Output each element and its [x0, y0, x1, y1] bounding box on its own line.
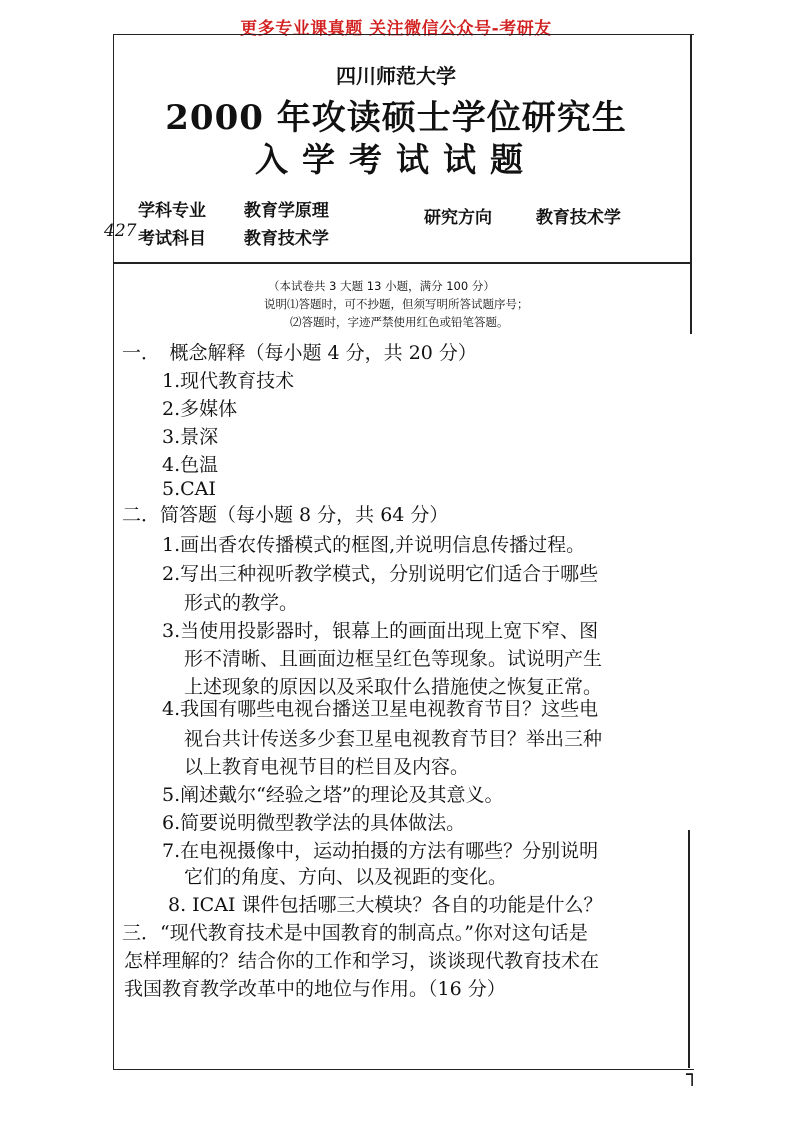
question-line: 8. ICAI 课件包括哪三大模块？各自的功能是什么？ [168, 894, 603, 916]
university-name: 四川师范大学 [336, 64, 456, 88]
question-line: 上述现象的原因以及采取什么措施使之恢复正常。 [184, 676, 603, 698]
corner-mark: ┐ [686, 1062, 699, 1086]
question-line: 6.简要说明微型教学法的具体做法。 [162, 812, 466, 834]
question-line: 以上教育电视节目的栏目及内容。 [184, 756, 470, 778]
direction-row [424, 203, 621, 228]
major-row [138, 196, 329, 221]
exam-subtitle: 入学考试试题 [255, 140, 537, 179]
direction-value: 教育技术学 [535, 208, 621, 228]
exam-title: 2000 年攻读硕士学位研究生 [165, 98, 627, 138]
question-line: 5.CAI [162, 478, 216, 500]
question-line: 它们的角度、方向、以及视距的变化。 [184, 866, 508, 888]
section-heading: 三．“现代教育技术是中国教育的制高点。”你对这句话是 [122, 922, 588, 944]
exam-note: （本试卷共 3 大题 13 小题，满分 100 分） [268, 279, 495, 293]
header-divider [113, 262, 691, 264]
question-line: 2.写出三种视听教学模式，分别说明它们适合于哪些 [162, 563, 599, 585]
question-line: 7.在电视摄像中，运动拍摄的方法有哪些？分别说明 [162, 840, 599, 862]
major-label: 学科专业 [138, 201, 206, 221]
subject-label: 考试科目 [138, 229, 206, 249]
direction-label: 研究方向 [424, 208, 492, 228]
subject-value: 教育技术学 [243, 229, 329, 249]
exam-note: ⑵答题时，字迹严禁使用红色或铅笔答题。 [290, 315, 509, 329]
question-line: 怎样理解的？结合你的工作和学习，谈谈现代教育技术在 [124, 950, 600, 972]
question-line: 1.现代教育技术 [162, 370, 295, 392]
question-line: 4.我国有哪些电视台播送卫星电视教育节目？这些电 [162, 698, 599, 720]
section-heading: 一． 概念解释（每小题 4 分，共 20 分） [122, 342, 477, 364]
promo-banner: 更多专业课真题 关注微信公众号-考研友 [240, 19, 552, 39]
question-line: 4.色温 [162, 454, 219, 476]
question-line: 5.阐述戴尔“经验之塔”的理论及其意义。 [162, 784, 504, 806]
subject-row [138, 224, 329, 249]
question-line: 1.画出香农传播模式的框图,并说明信息传播过程。 [162, 534, 586, 556]
frame-edge [688, 830, 690, 1068]
question-line: 3.景深 [162, 426, 219, 448]
handwritten-code: 427 [104, 221, 137, 241]
question-line: 形式的教学。 [184, 592, 299, 614]
question-line: 视台共计传送多少套卫星电视教育节目？举出三种 [184, 728, 603, 750]
question-line: 形不清晰、且画面边框呈红色等现象。试说明产生 [184, 648, 603, 670]
question-line: 3.当使用投影器时，银幕上的画面出现上宽下窄、图 [162, 620, 599, 642]
exam-note: 说明⑴答题时，可不抄题，但须写明所答试题序号； [264, 297, 529, 311]
question-line: 2.多媒体 [162, 398, 238, 420]
major-value: 教育学原理 [243, 201, 329, 221]
section-heading: 二．简答题（每小题 8 分，共 64 分） [122, 504, 449, 526]
question-line: 我国教育教学改革中的地位与作用。（16 分） [124, 978, 506, 1000]
